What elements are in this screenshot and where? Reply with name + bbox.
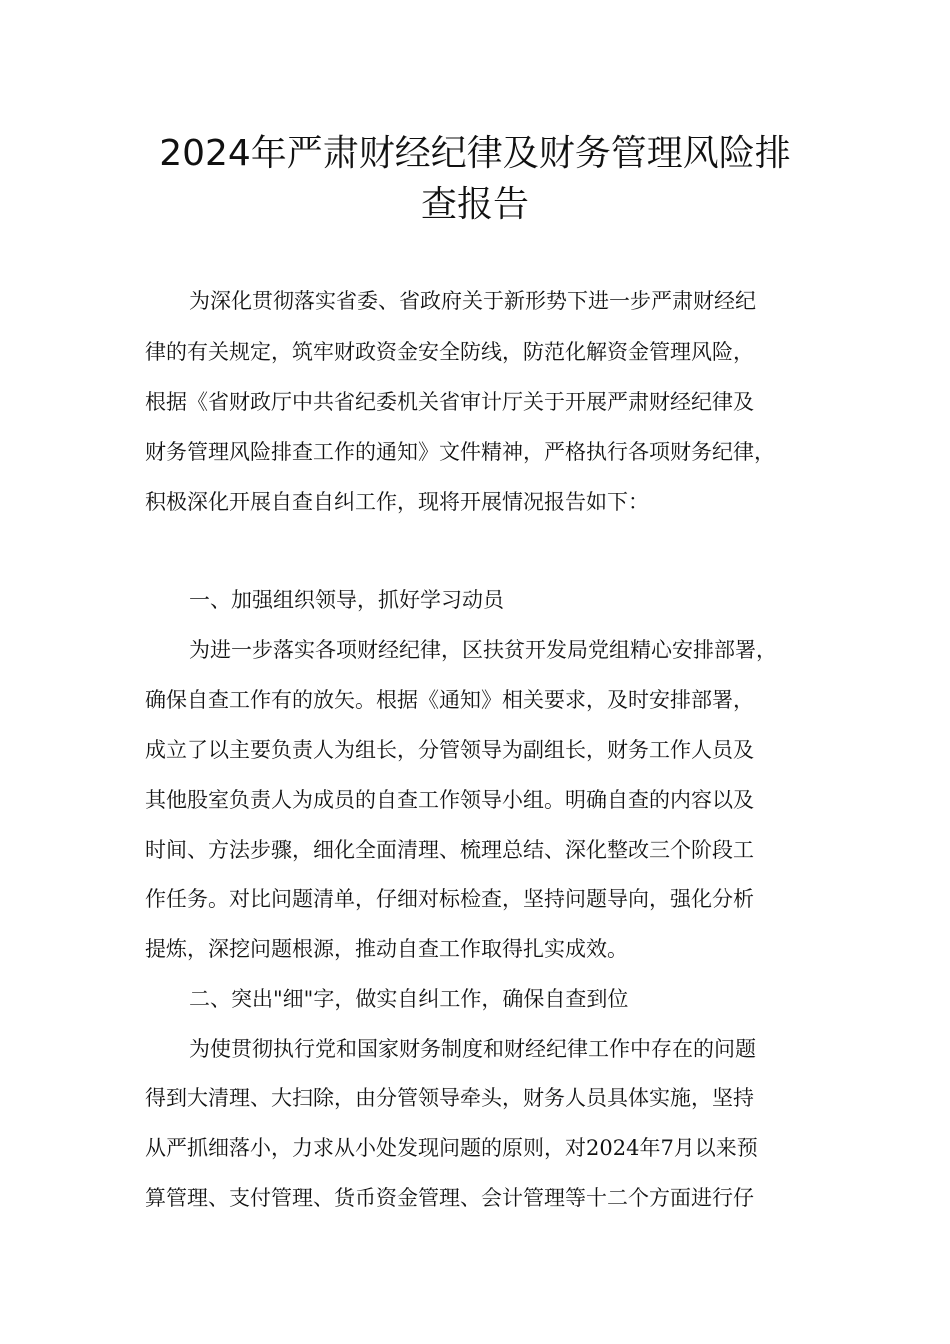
section-1-line: 确保自查工作有的放矢。根据《通知》相关要求，及时安排部署， (145, 688, 754, 712)
section-1-line: 为进一步落实各项财经纪律，区扶贫开发局党组精心安排部署， (189, 638, 777, 662)
section-2-line: 得到大清理、大扫除，由分管领导牵头，财务人员具体实施，坚持 (145, 1086, 754, 1110)
intro-line: 为深化贯彻落实省委、省政府关于新形势下进一步严肃财经纪 (189, 289, 756, 313)
document-title-line-1: 2024年严肃财经纪律及财务管理风险排 (159, 133, 791, 174)
document-title-line-2: 查报告 (420, 184, 529, 225)
section-1-heading: 一、加强组织领导，抓好学习动员 (189, 588, 504, 612)
section-1-line: 作任务。对比问题清单，仔细对标检查，坚持问题导向，强化分析 (145, 887, 754, 911)
section-2-heading: 二、突出"细"字，做实自纠工作，确保自查到位 (189, 987, 629, 1011)
section-2-line: 算管理、支付管理、货币资金管理、会计管理等十二个方面进行仔 (145, 1186, 754, 1210)
intro-line: 财务管理风险排查工作的通知》文件精神，严格执行各项财务纪律， (145, 440, 775, 464)
intro-line: 积极深化开展自查自纠工作，现将开展情况报告如下： (145, 490, 649, 514)
section-1-line: 其他股室负责人为成员的自查工作领导小组。明确自查的内容以及 (145, 788, 754, 812)
intro-line: 律的有关规定，筑牢财政资金安全防线，防范化解资金管理风险， (145, 340, 754, 364)
section-1-line: 成立了以主要负责人为组长，分管领导为副组长，财务工作人员及 (145, 738, 754, 762)
section-1-line: 提炼，深挖问题根源，推动自查工作取得扎实成效。 (145, 937, 628, 961)
section-1-line: 时间、方法步骤，细化全面清理、梳理总结、深化整改三个阶段工 (145, 838, 754, 862)
section-2-line: 从严抓细落小，力求从小处发现问题的原则，对2024年7月以来预 (145, 1136, 758, 1160)
intro-line: 根据《省财政厅中共省纪委机关省审计厅关于开展严肃财经纪律及 (145, 390, 754, 414)
section-2-line: 为使贯彻执行党和国家财务制度和财经纪律工作中存在的问题 (189, 1037, 756, 1061)
